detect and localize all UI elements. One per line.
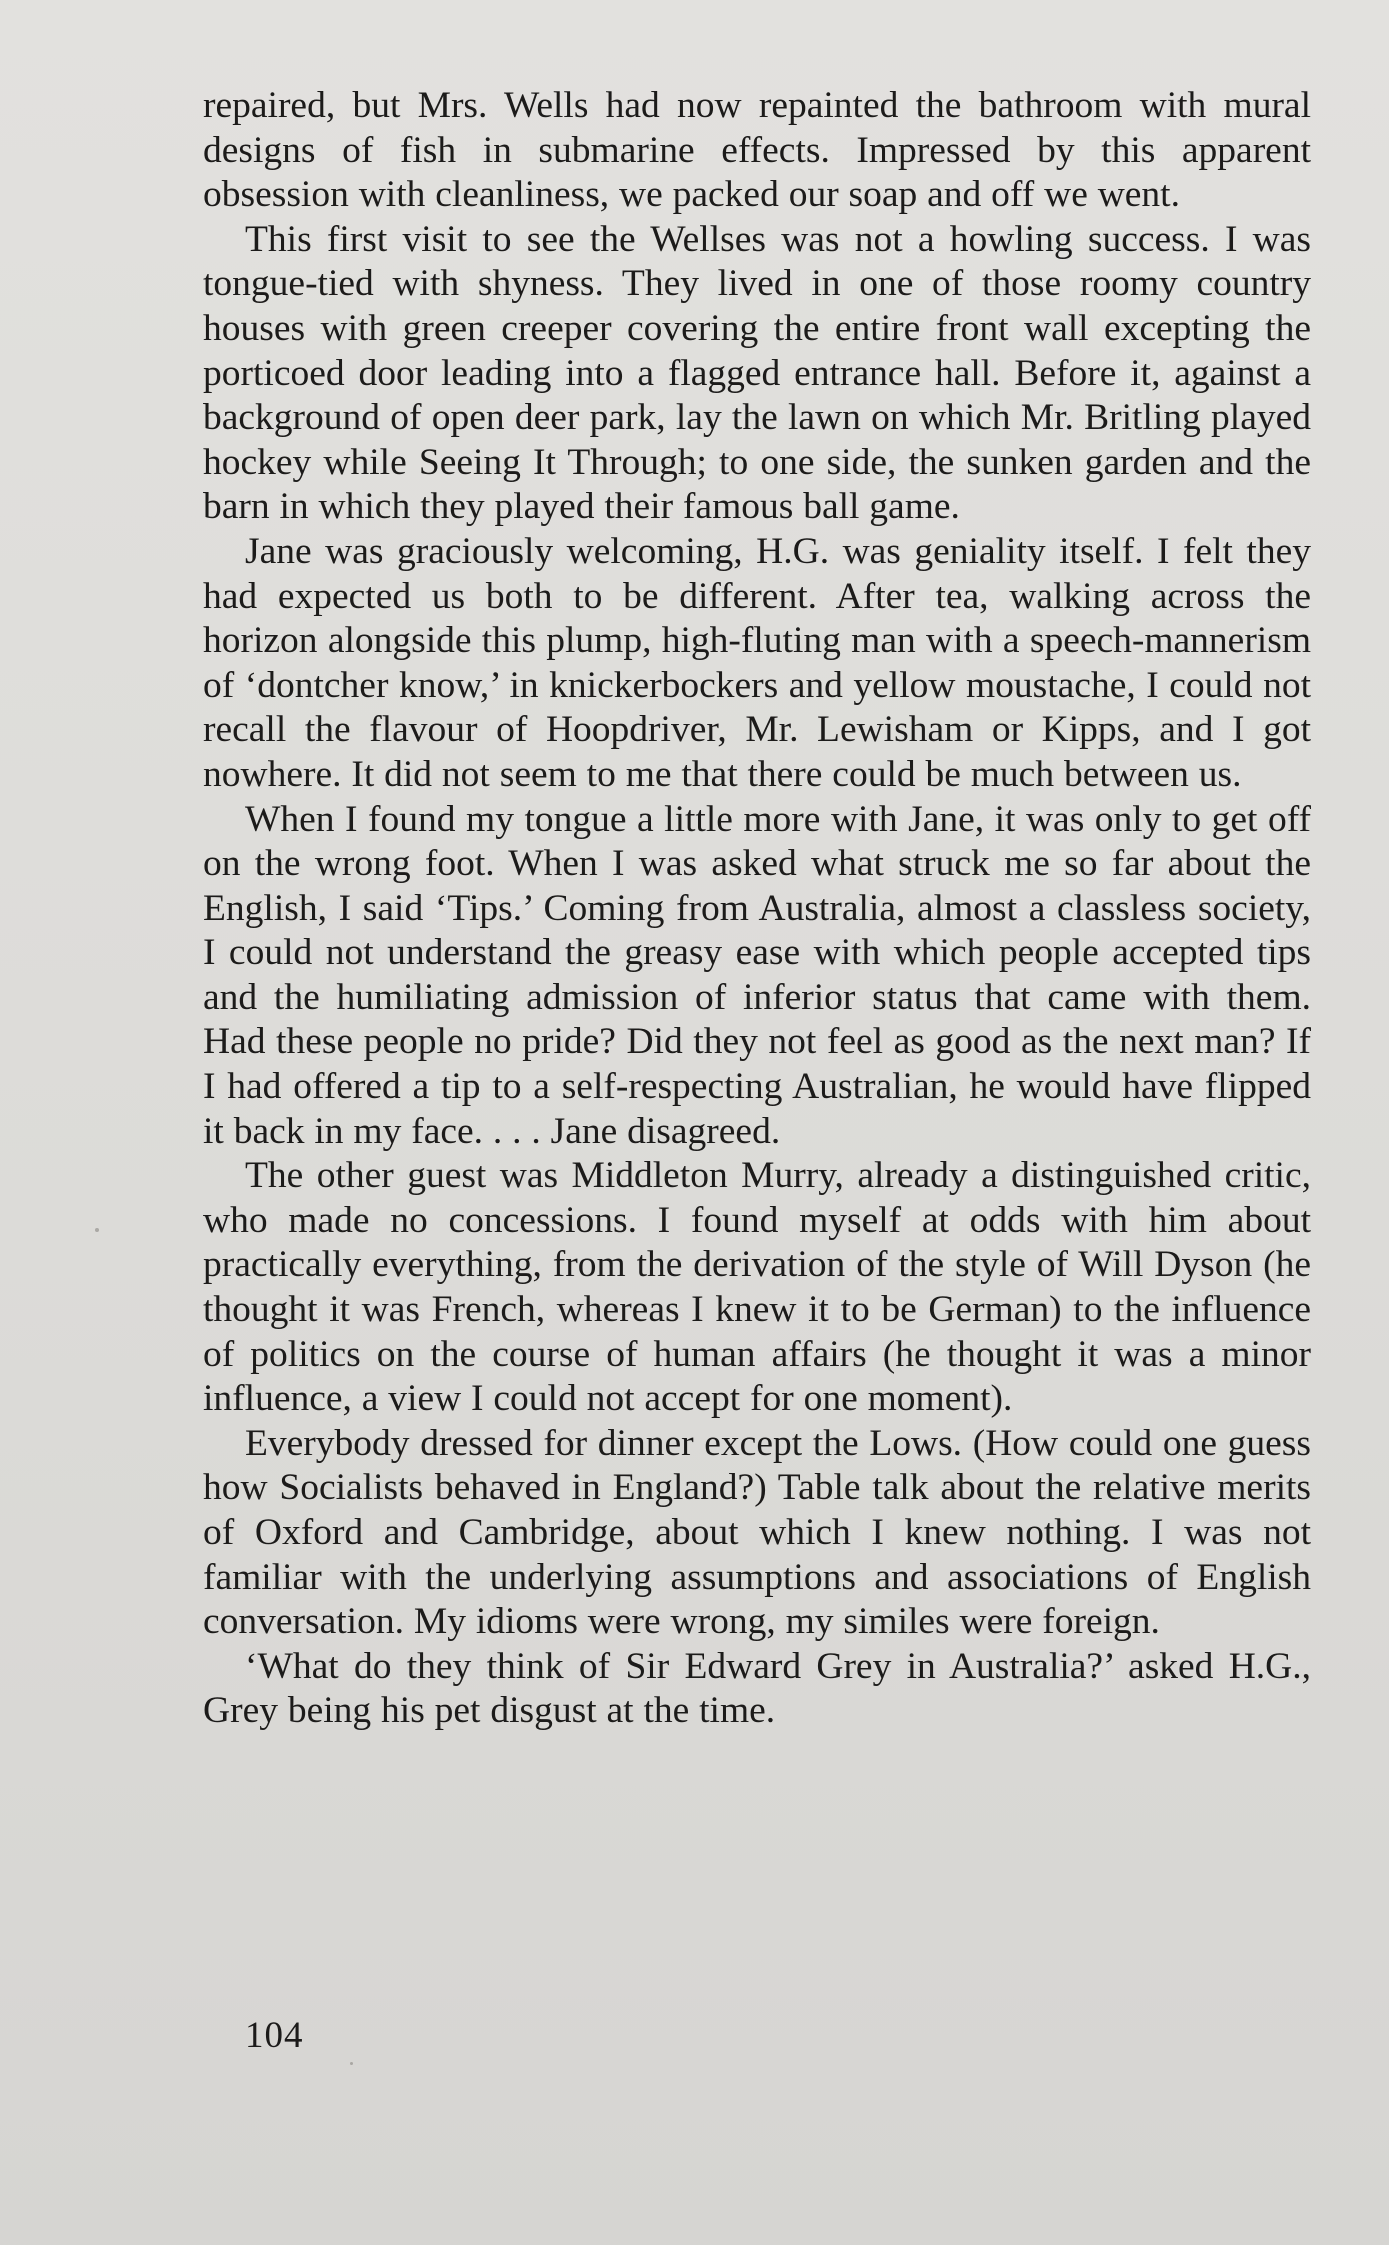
page-number: 104 bbox=[245, 2015, 304, 2056]
paragraph-1: repaired, but Mrs. Wells had now repainted the bathroom with mural designs of fish in submarine effects. Impressed by this apparent obsession with cleanliness, we packed our soap and off we went. bbox=[203, 85, 1311, 216]
paragraph-5: The other guest was Middleton Murry, already a distinguished critic, who made no concessions. I found myself at odds with him about practically everything, from the derivation of the style of Will Dyson (he thought it was French, whereas I knew it to be German) to the influence of politics on the course of human affairs (he thought it was a minor influence, a view I could not accept for one moment). bbox=[203, 1155, 1311, 1420]
paragraph-6: Everybody dressed for dinner except the Lows. (How could one guess how Socialists behaved in England?) Table talk about the relative merits of Oxford and Cambridge, about which I knew nothing. I was not familiar with the underlying assumptions and associations of English conversation. My idioms were wrong, my similes were foreign. bbox=[203, 1422, 1311, 1643]
paragraph-7: ‘What do they think of Sir Edward Grey in Australia?’ asked H.G., Grey being his pet disgust at the time. bbox=[203, 1645, 1311, 1732]
paper-speck bbox=[350, 2062, 353, 2065]
paragraph-3: Jane was graciously welcoming, H.G. was geniality itself. I felt they had expected us both to be different. After tea, walking across the horizon alongside this plump, high-fluting man with a speech-mannerism of ‘dontcher know,’ in knickerbockers and yellow moustache, I could not recall the flavour of Hoopdriver, Mr. Lewisham or Kipps, and I got nowhere. It did not seem to me that there could be much between us. bbox=[203, 530, 1311, 795]
paragraph-2: This first visit to see the Wellses was not a howling success. I was tongue-tied with shyness. They lived in one of those roomy country houses with green creeper covering the entire front wall excepting the porticoed door leading into a flagged entrance hall. Before it, against a background of open deer park, lay the lawn on which Mr. Britling played hockey while Seeing It Through; to one side, the sunken garden and the barn in which they played their famous ball game. bbox=[203, 218, 1311, 528]
paper-speck bbox=[95, 1228, 99, 1232]
page-body bbox=[203, 84, 1311, 1734]
paragraph-4: When I found my tongue a little more with Jane, it was only to get off on the wrong foot. When I was asked what struck me so far about the English, I said ‘Tips.’ Coming from Australia, almost a classless society, I could not understand the greasy ease with which people accepted tips and the humiliating admission of inferior status that came with them. Had these people no pride? Did they not feel as good as the next man? If I had offered a tip to a self-respecting Australian, he would have flipped it back in my face. . . . Jane disagreed. bbox=[203, 798, 1311, 1152]
